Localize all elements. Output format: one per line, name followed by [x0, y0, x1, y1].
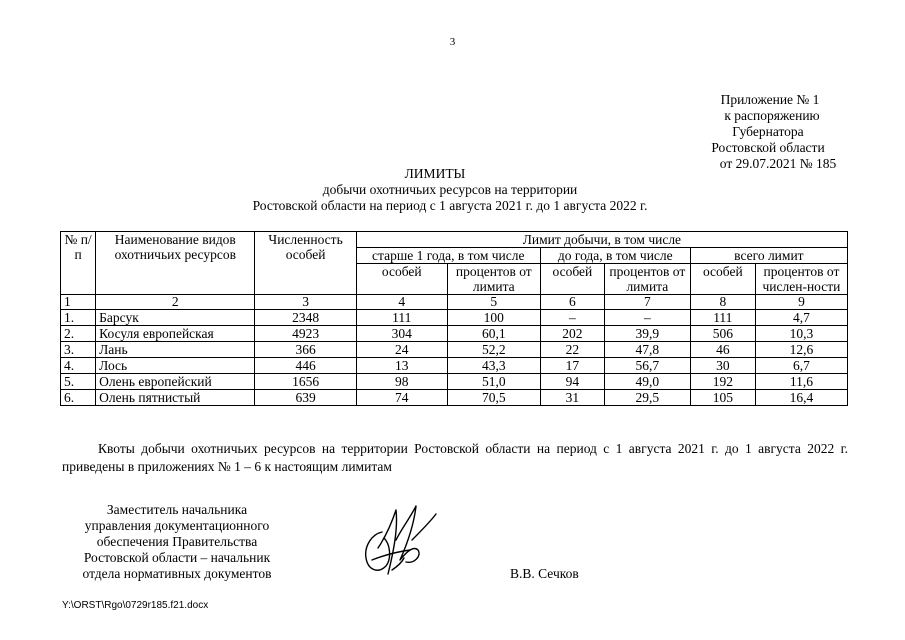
- cell-younger-count: 31: [540, 390, 604, 406]
- appendix-line: Губернатора: [732, 124, 804, 139]
- cell-younger-count: 17: [540, 358, 604, 374]
- cell-younger-percent: 49,0: [604, 374, 690, 390]
- cell-older-percent: 52,2: [447, 342, 540, 358]
- cell-total-percent: 4,7: [755, 310, 847, 326]
- cell-population: 366: [255, 342, 356, 358]
- column-number: 5: [447, 295, 540, 310]
- header-older: старше 1 года, в том числе: [356, 248, 540, 264]
- quota-note: Квоты добычи охотничьих ресурсов на территории Ростовской области на период с 1 августа 2021 г. до 1 августа 2022 г. приведены в приложениях № 1 – 6 к настоящим лимитам: [62, 441, 848, 474]
- signatory-line: управления документационного: [84, 518, 270, 533]
- table-row: [61, 374, 848, 390]
- header-percent-limit: процентов от лимита: [604, 264, 690, 295]
- title-subtitle: Ростовской области на период с 1 августа 2021 г. до 1 августа 2022 г.: [252, 198, 648, 213]
- cell-total-percent: 6,7: [755, 358, 847, 374]
- cell-older-percent: 43,3: [447, 358, 540, 374]
- cell-younger-percent: 29,5: [604, 390, 690, 406]
- column-number: 8: [690, 295, 755, 310]
- header-num: № п/п: [61, 232, 96, 295]
- header-percent-population: процентов от числен-ности: [755, 264, 847, 295]
- header-limit: Лимит добычи, в том числе: [356, 232, 847, 248]
- page-number: 3: [449, 36, 456, 48]
- cell-younger-count: 94: [540, 374, 604, 390]
- document-title: [150, 166, 750, 214]
- cell-total-percent: 11,6: [755, 374, 847, 390]
- signatory-line: Заместитель начальника: [106, 502, 248, 517]
- cell-younger-percent: 47,8: [604, 342, 690, 358]
- table-row: [61, 358, 848, 374]
- appendix-reference: [640, 92, 880, 172]
- signer-name: В.В. Сечков: [510, 566, 579, 581]
- cell-younger-count: 202: [540, 326, 604, 342]
- table-row: [61, 390, 848, 406]
- cell-total-count: 46: [690, 342, 755, 358]
- cell-older-count: 111: [356, 310, 447, 326]
- column-number: 2: [96, 295, 255, 310]
- cell-total-count: 506: [690, 326, 755, 342]
- cell-species: Барсук: [96, 310, 255, 326]
- header-individuals: особей: [540, 264, 604, 295]
- header-younger: до года, в том числе: [540, 248, 690, 264]
- cell-older-count: 24: [356, 342, 447, 358]
- column-number: 7: [604, 295, 690, 310]
- cell-total-count: 30: [690, 358, 755, 374]
- cell-total-percent: 12,6: [755, 342, 847, 358]
- header-percent-limit: процентов от лимита: [447, 264, 540, 295]
- column-number-row: [61, 295, 848, 310]
- signatory-line: обеспечения Правительства: [96, 534, 258, 549]
- cell-species: Лань: [96, 342, 255, 358]
- cell-older-percent: 70,5: [447, 390, 540, 406]
- column-number: 1: [61, 295, 96, 310]
- cell-num: 1.: [61, 310, 96, 326]
- cell-older-count: 98: [356, 374, 447, 390]
- cell-total-percent: 16,4: [755, 390, 847, 406]
- cell-num: 4.: [61, 358, 96, 374]
- signatory-line: отдела нормативных документов: [82, 566, 272, 581]
- cell-num: 2.: [61, 326, 96, 342]
- file-path: Y:\ORST\Rgo\0729r185.f21.docx: [62, 600, 209, 611]
- column-number: 3: [255, 295, 356, 310]
- cell-older-percent: 100: [447, 310, 540, 326]
- cell-num: 5.: [61, 374, 96, 390]
- cell-species: Олень пятнистый: [96, 390, 255, 406]
- cell-population: 4923: [255, 326, 356, 342]
- cell-species: Олень европейский: [96, 374, 255, 390]
- cell-older-count: 13: [356, 358, 447, 374]
- signatory-line: Ростовской области – начальник: [83, 550, 271, 565]
- cell-total-percent: 10,3: [755, 326, 847, 342]
- header-name: Наименование видов охотничьих ресурсов: [96, 232, 255, 295]
- appendix-line: Ростовской области: [711, 140, 825, 155]
- cell-younger-count: –: [540, 310, 604, 326]
- cell-younger-count: 22: [540, 342, 604, 358]
- handwritten-signature: [352, 500, 448, 584]
- title-subtitle: добычи охотничьих ресурсов на территории: [322, 182, 578, 197]
- cell-population: 2348: [255, 310, 356, 326]
- column-number: 6: [540, 295, 604, 310]
- cell-population: 1656: [255, 374, 356, 390]
- header-population: Численность особей: [255, 232, 356, 295]
- cell-older-count: 74: [356, 390, 447, 406]
- cell-total-count: 192: [690, 374, 755, 390]
- cell-older-count: 304: [356, 326, 447, 342]
- header-total: всего лимит: [690, 248, 847, 264]
- appendix-line: Приложение № 1: [720, 92, 820, 107]
- appendix-line: к распоряжению: [724, 108, 820, 123]
- cell-younger-percent: 39,9: [604, 326, 690, 342]
- cell-population: 446: [255, 358, 356, 374]
- signatory-title: [62, 502, 292, 582]
- table-row: [61, 326, 848, 342]
- cell-younger-percent: –: [604, 310, 690, 326]
- cell-num: 6.: [61, 390, 96, 406]
- table-row: [61, 342, 848, 358]
- cell-older-percent: 60,1: [447, 326, 540, 342]
- cell-population: 639: [255, 390, 356, 406]
- table-row: [61, 310, 848, 326]
- title-main: ЛИМИТЫ: [404, 166, 466, 181]
- cell-younger-percent: 56,7: [604, 358, 690, 374]
- appendix-line: от 29.07.2021 № 185: [719, 156, 837, 171]
- limits-table: [60, 231, 848, 406]
- cell-total-count: 105: [690, 390, 755, 406]
- cell-num: 3.: [61, 342, 96, 358]
- cell-species: Косуля европейская: [96, 326, 255, 342]
- column-number: 9: [755, 295, 847, 310]
- column-number: 4: [356, 295, 447, 310]
- cell-species: Лось: [96, 358, 255, 374]
- cell-total-count: 111: [690, 310, 755, 326]
- table-header-row: [61, 232, 848, 248]
- header-individuals: особей: [356, 264, 447, 295]
- cell-older-percent: 51,0: [447, 374, 540, 390]
- header-individuals: особей: [690, 264, 755, 295]
